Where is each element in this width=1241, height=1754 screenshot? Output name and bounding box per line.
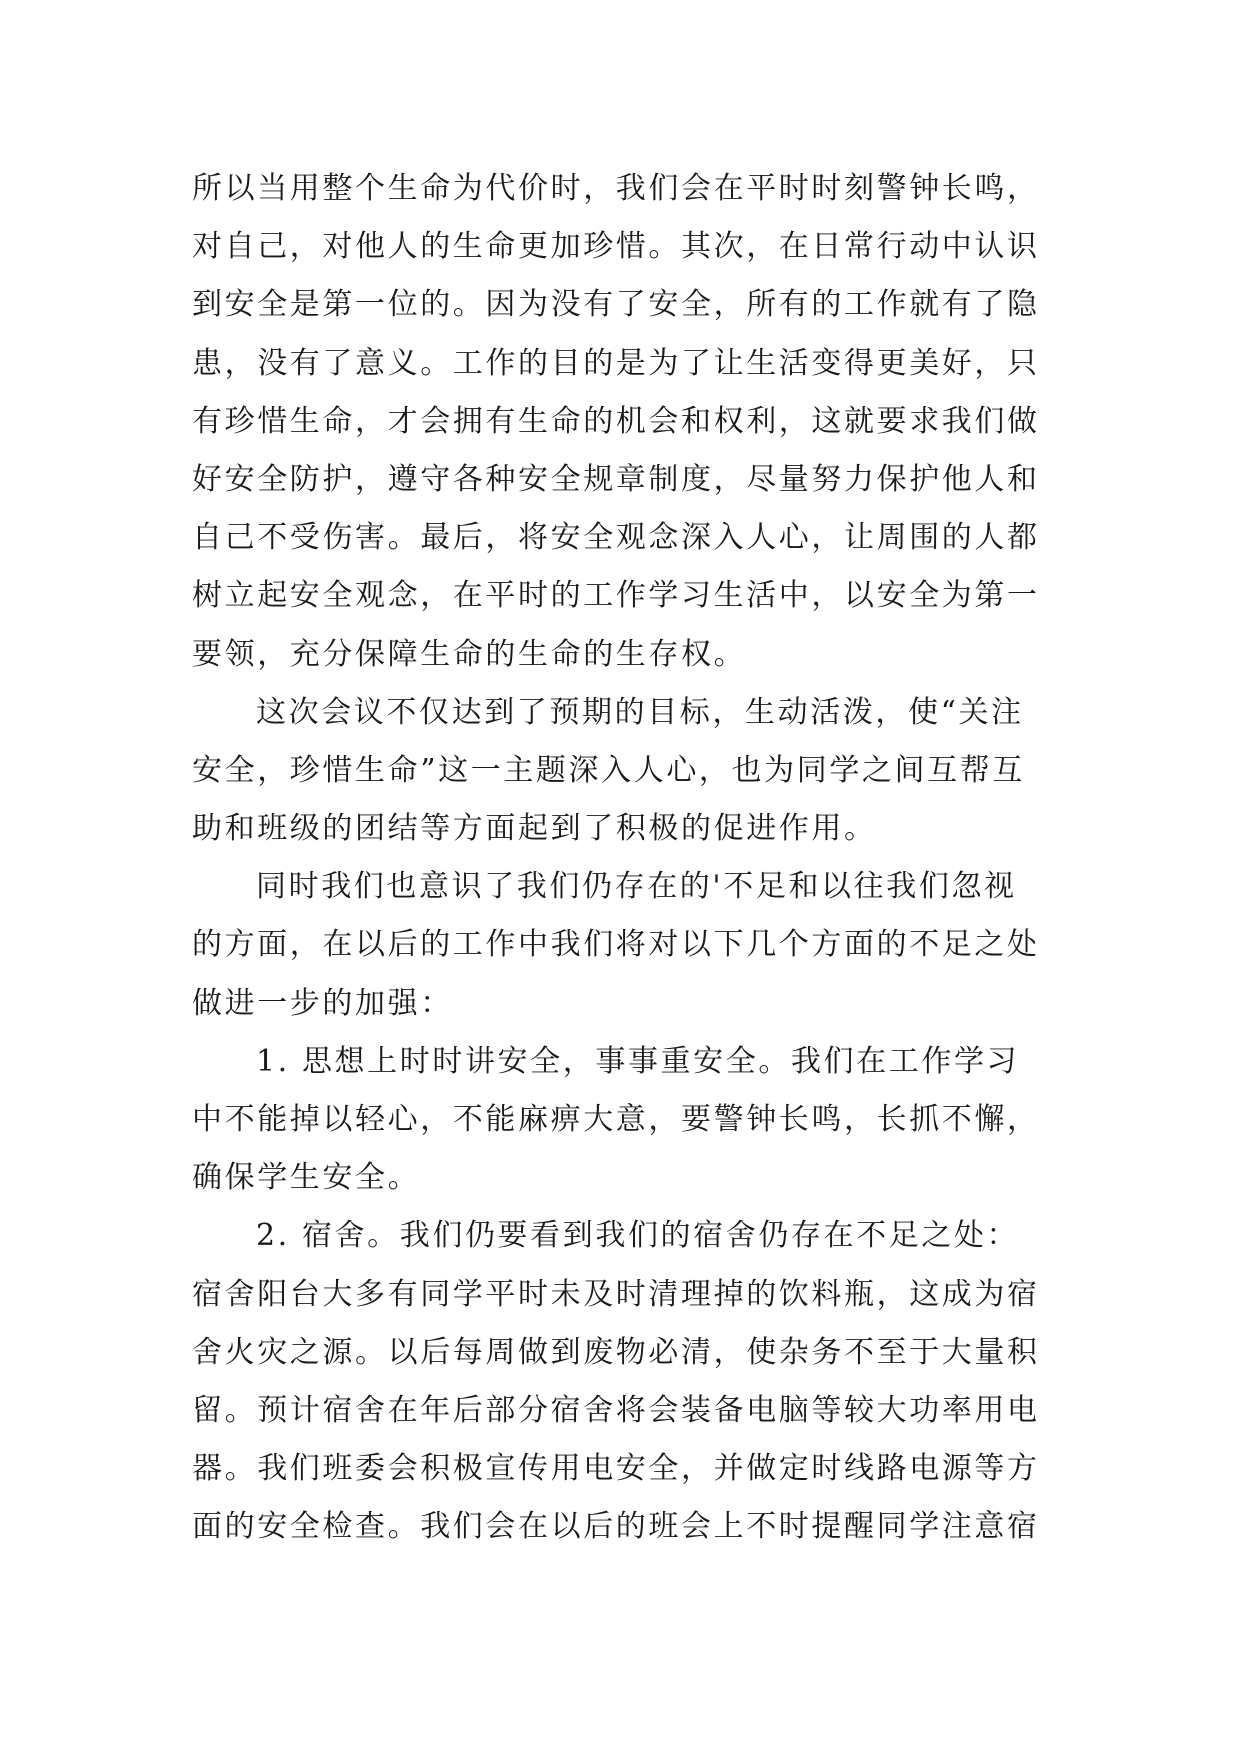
list-item-1-line: 1. 思想上时时讲安全，事事重安全。我们在工作学习 <box>256 1043 1020 1079</box>
text-line: 要领，充分保障生命的生命的生存权。 <box>192 636 747 672</box>
text-line: 所以当用整个生命为代价时，我们会在平时时刻警钟长鸣， <box>192 171 1040 206</box>
paragraph-start-line: 这次会议不仅达到了预期的目标，生动活泼，使“关注 <box>256 694 1024 730</box>
text-line: 中不能掉以轻心，不能麻痹大意，要警钟长鸣，长抓不懈， <box>192 1102 1040 1137</box>
document-body <box>192 160 1062 1557</box>
text-line: 留。预计宿舍在年后部分宿舍将会装备电脑等较大功率用电 <box>192 1392 1040 1428</box>
text-line: 患，没有了意义。工作的目的是为了让生活变得更美好，只 <box>192 345 1040 381</box>
text-line: 确保学生安全。 <box>192 1160 421 1196</box>
text-line: 自己不受伤害。最后，将安全观念深入人心，让周围的人都 <box>192 520 1040 556</box>
text-line: 树立起安全观念，在平时的工作学习生活中，以安全为第一 <box>192 578 1040 614</box>
text-line: 舍火灾之源。以后每周做到废物必清，使杂务不至于大量积 <box>192 1334 1040 1370</box>
text-line: 宿舍阳台大多有同学平时未及时清理掉的饮料瓶，这成为宿 <box>192 1276 1040 1312</box>
text-line: 做进一步的加强： <box>192 985 453 1021</box>
text-line: 有珍惜生命，才会拥有生命的机会和权利，这就要求我们做 <box>192 403 1040 439</box>
paragraph-start-line: 同时我们也意识了我们仍存在的'不足和以往我们忽视 <box>256 869 1017 905</box>
text-line: 面的安全检查。我们会在以后的班会上不时提醒同学注意宿 <box>192 1509 1040 1545</box>
text-line: 的方面，在以后的工作中我们将对以下几个方面的不足之处 <box>192 927 1040 963</box>
text-line: 助和班级的团结等方面起到了积极的促进作用。 <box>192 811 877 847</box>
text-line: 对自己，对他人的生命更加珍惜。其次，在日常行动中认识 <box>192 229 1040 265</box>
text-line: 安全，珍惜生命”这一主题深入人心，也为同学之间互帮互 <box>192 752 1025 788</box>
text-line: 到安全是第一位的。因为没有了安全，所有的工作就有了隐 <box>192 287 1040 323</box>
text-line: 好安全防护，遵守各种安全规章制度，尽量努力保护他人和 <box>192 461 1040 497</box>
list-item-2-line: 2. 宿舍。我们仍要看到我们的宿舍仍存在不足之处： <box>256 1218 1020 1254</box>
text-line: 器。我们班委会积极宣传用电安全，并做定时线路电源等方 <box>192 1451 1040 1487</box>
